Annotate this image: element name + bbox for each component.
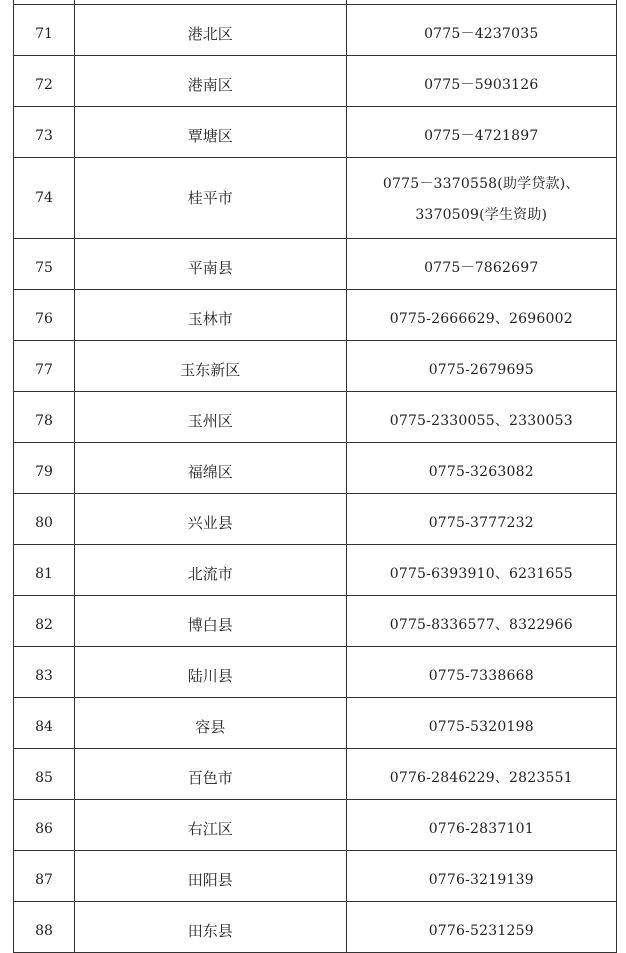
phone-number: 0775-2330055、2330053 (346, 392, 616, 443)
region-name: 福绵区 (75, 443, 346, 494)
region-name: 百色市 (75, 749, 346, 800)
table-row (14, 545, 617, 596)
phone-number: 0775-2679695 (346, 341, 616, 392)
region-name: 容县 (75, 698, 346, 749)
row-index: 75 (14, 239, 75, 290)
table-row (14, 56, 617, 107)
table-row (14, 800, 617, 851)
phone-number: 0775-3777232 (346, 494, 616, 545)
region-name: 覃塘区 (75, 107, 346, 158)
phone-number: 0776-3219139 (346, 851, 616, 902)
phone-number: 0775－7862697 (346, 239, 616, 290)
table-row (14, 698, 617, 749)
table-row (14, 494, 617, 545)
phone-number: 0776-5231259 (346, 902, 616, 953)
row-index: 83 (14, 647, 75, 698)
region-name: 玉东新区 (75, 341, 346, 392)
phone-number: 0775-7338668 (346, 647, 616, 698)
phone-line: 0775－3370558(助学贷款)、 (382, 176, 580, 192)
region-name: 港南区 (75, 56, 346, 107)
row-index: 87 (14, 851, 75, 902)
phone-number: 0775－4237035 (346, 5, 616, 56)
table-row (14, 392, 617, 443)
row-index: 71 (14, 5, 75, 56)
phone-number: 0776-2846229、2823551 (346, 749, 616, 800)
row-index: 82 (14, 596, 75, 647)
phone-number: 0776-2837101 (346, 800, 616, 851)
contact-table-body (14, 0, 617, 953)
row-index: 88 (14, 902, 75, 953)
row-index: 81 (14, 545, 75, 596)
phone-number (346, 158, 616, 239)
row-index: 74 (14, 158, 75, 239)
contact-table-container (13, 0, 617, 953)
region-name: 平南县 (75, 239, 346, 290)
row-index: 85 (14, 749, 75, 800)
table-row (14, 443, 617, 494)
table-row (14, 239, 617, 290)
region-name: 田阳县 (75, 851, 346, 902)
table-row (14, 749, 617, 800)
region-name: 玉州区 (75, 392, 346, 443)
region-name: 玉林市 (75, 290, 346, 341)
row-index: 86 (14, 800, 75, 851)
region-name: 博白县 (75, 596, 346, 647)
region-name: 兴业县 (75, 494, 346, 545)
phone-number: 0775－4721897 (346, 107, 616, 158)
row-index: 84 (14, 698, 75, 749)
table-row (14, 290, 617, 341)
phone-number: 0775-6393910、6231655 (346, 545, 616, 596)
region-name: 北流市 (75, 545, 346, 596)
table-row (14, 596, 617, 647)
phone-number: 0775－5903126 (346, 56, 616, 107)
region-name: 田东县 (75, 902, 346, 953)
region-name: 港北区 (75, 5, 346, 56)
phone-number: 0775-8336577、8322966 (346, 596, 616, 647)
region-name: 右江区 (75, 800, 346, 851)
row-index: 72 (14, 56, 75, 107)
row-index: 79 (14, 443, 75, 494)
row-index: 76 (14, 290, 75, 341)
phone-number: 0775-3263082 (346, 443, 616, 494)
contact-table (13, 0, 617, 953)
phone-number: 0775-5320198 (346, 698, 616, 749)
phone-number: 0775-2666629、2696002 (346, 290, 616, 341)
table-row (14, 158, 617, 239)
row-index: 78 (14, 392, 75, 443)
table-row (14, 5, 617, 56)
table-row (14, 647, 617, 698)
table-row (14, 851, 617, 902)
phone-line: 3370509(学生资助) (415, 207, 548, 223)
region-name: 陆川县 (75, 647, 346, 698)
row-index: 73 (14, 107, 75, 158)
table-row (14, 107, 617, 158)
table-row (14, 902, 617, 953)
row-index: 80 (14, 494, 75, 545)
row-index: 77 (14, 341, 75, 392)
table-row (14, 341, 617, 392)
region-name: 桂平市 (75, 158, 346, 239)
